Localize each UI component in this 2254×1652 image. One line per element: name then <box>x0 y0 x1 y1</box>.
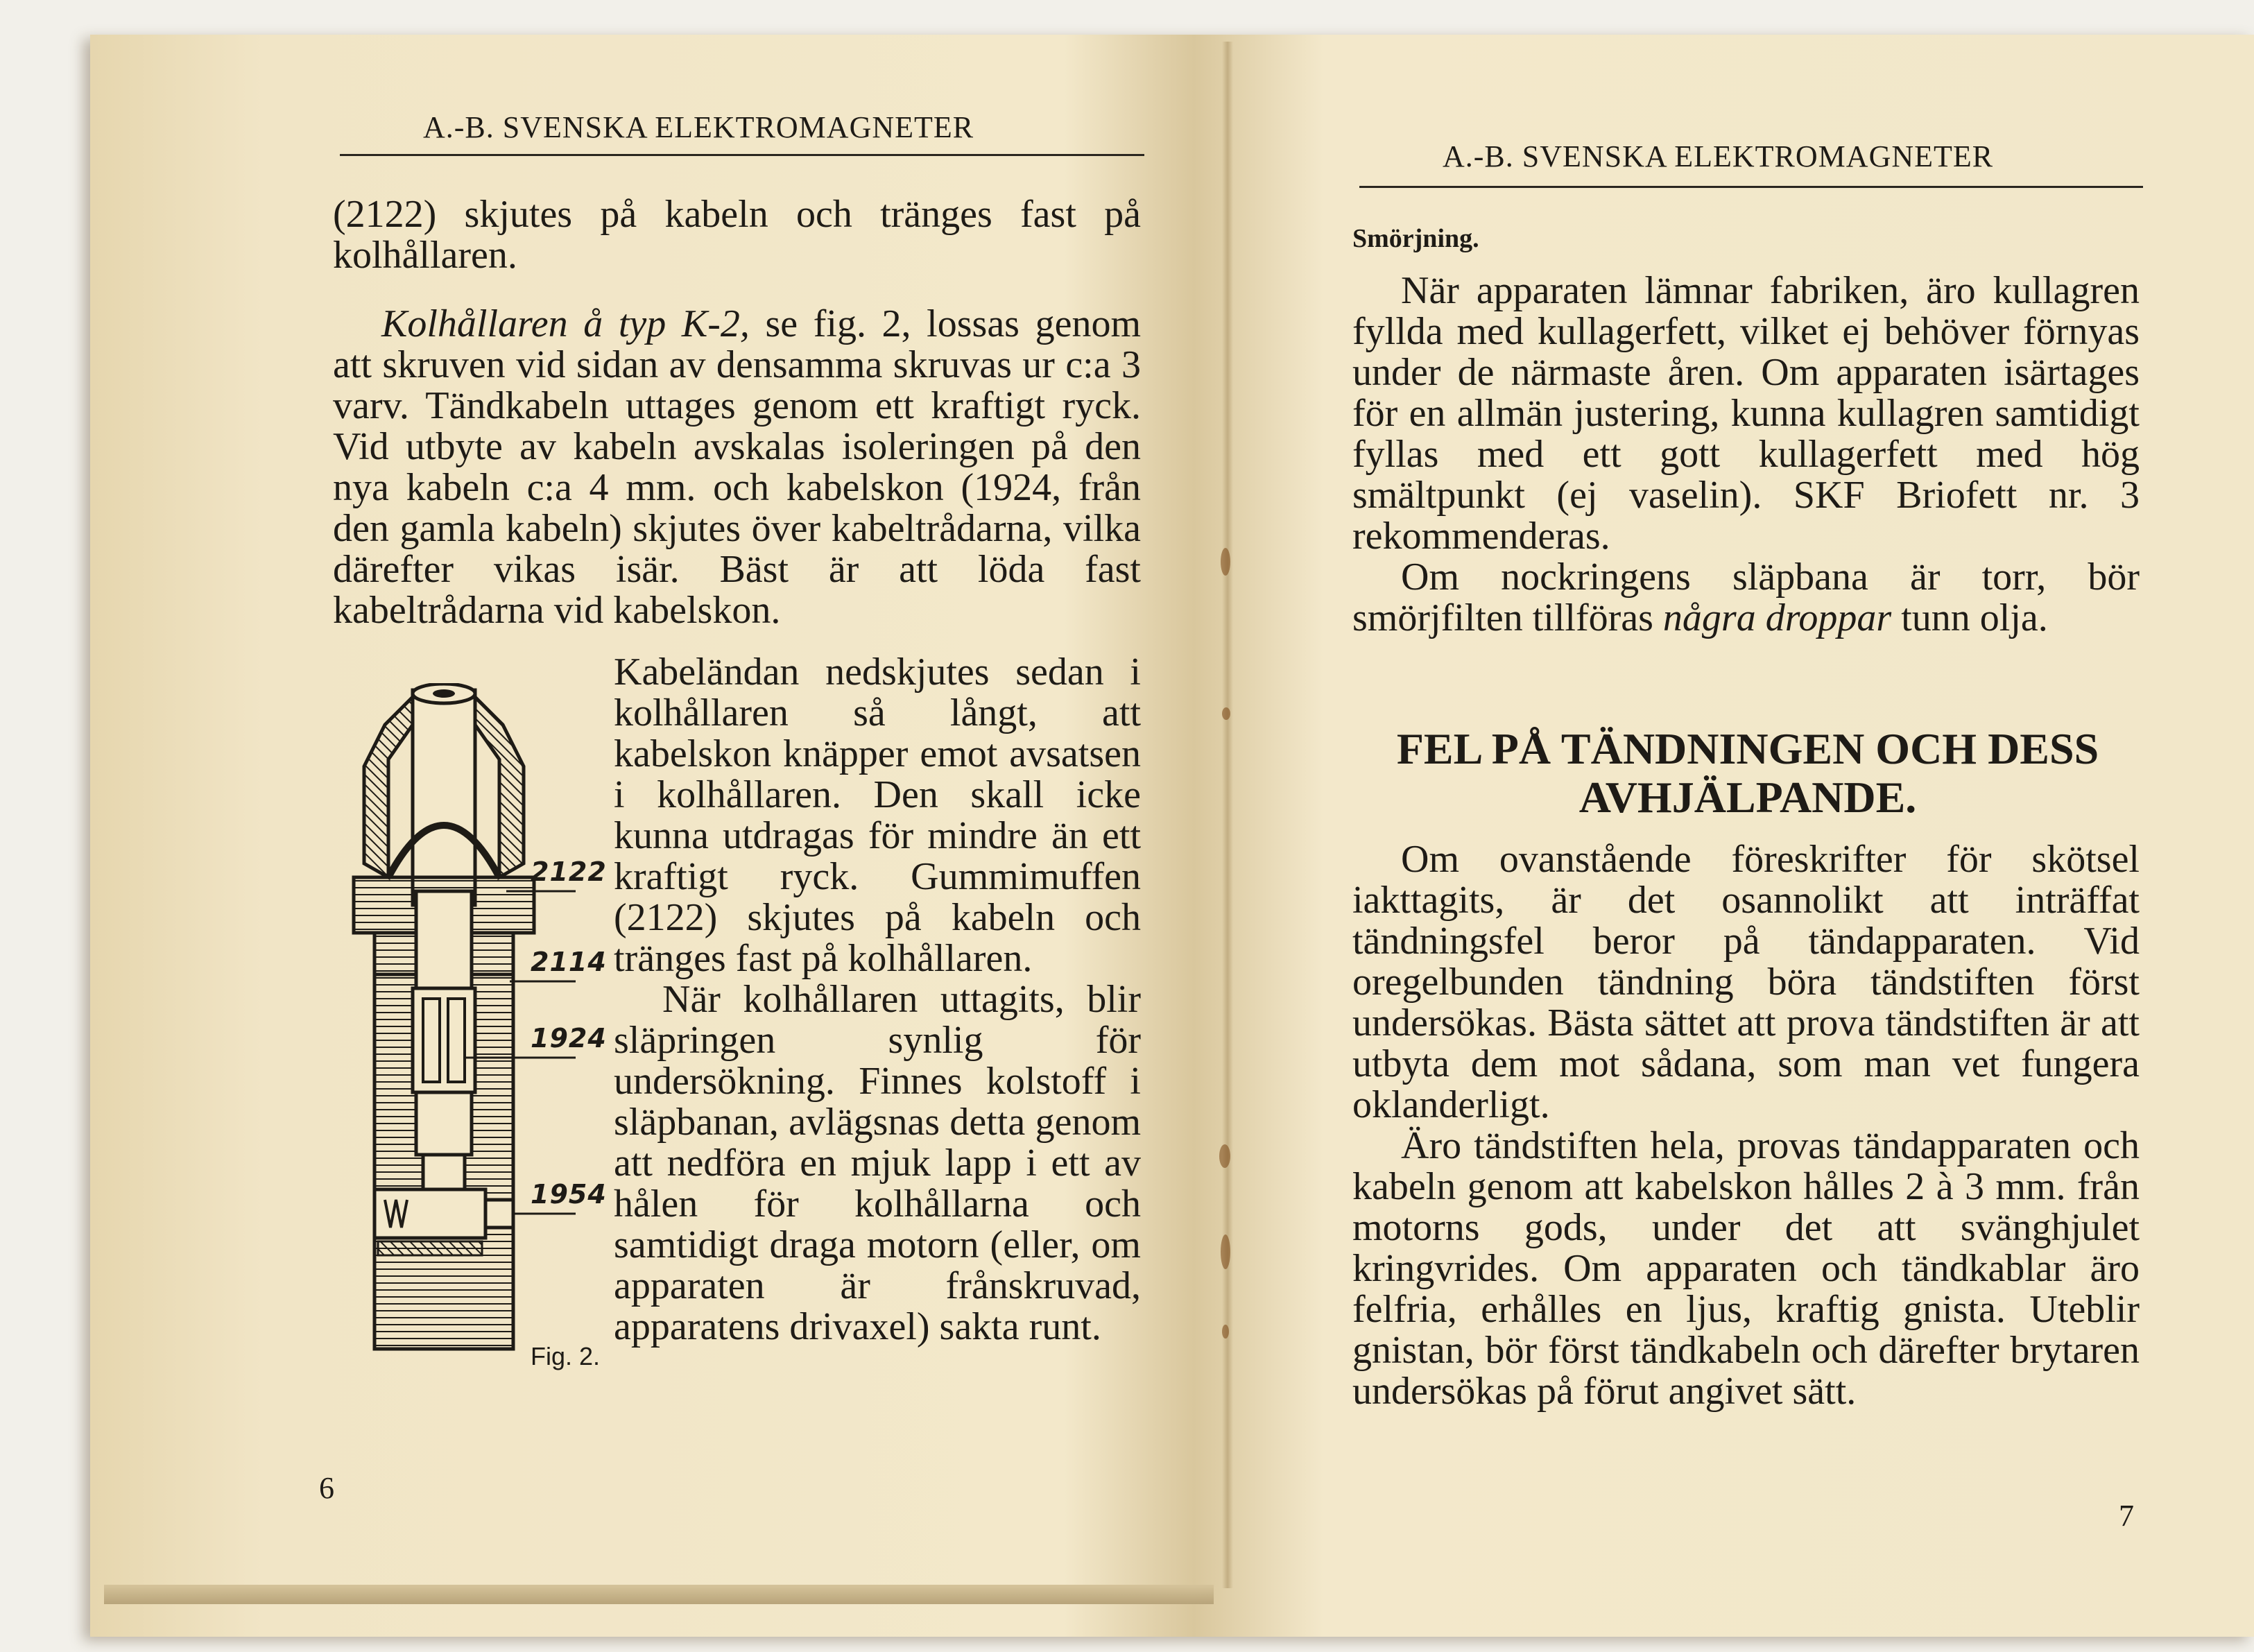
right-paragraph-1 <box>1352 270 2140 639</box>
left-paragraph-1 <box>333 194 1141 276</box>
figure-label-2122: 2122 <box>531 857 607 887</box>
binding-stain <box>1222 1325 1229 1339</box>
binding-stain <box>1219 1144 1230 1168</box>
italic-phrase: några droppar <box>1662 596 1892 639</box>
paragraph-end: tunn olja. <box>1891 596 2048 639</box>
section-title: FEL PÅ TÄNDNINGEN OCH DESS AVHJÄLPANDE. <box>1396 724 2099 822</box>
paragraph-text: När apparaten lämnar fabriken, äro kullagren fyllda med kullagerfett, vilket ej behöver förnyas under de närmaste åren. Om apparaten isärtages för en allmän justering, kunna kullagren samtidigt fyllas med ett gott kullagerfett med hög smältpunkt (ej vaselin). SKF Briofett nr. 3 rekommenderas. <box>1352 269 2140 558</box>
paragraph-text <box>333 304 1141 631</box>
figure-2 <box>347 683 610 1370</box>
binding-stain <box>1221 548 1230 576</box>
left-paragraph-2 <box>333 304 1141 631</box>
figure-caption: Fig. 2. <box>531 1342 601 1370</box>
paragraph-rest: se fig. 2, lossas genom att skruven vid sidan av densamma skruvas ur c:a 3 varv. Tändkabeln uttages genom ett kraftigt ryck. Vid utbyte av kabeln avskalas isoleringen på den nya kabeln c:a 4 mm. och kabelskon (1924, från den gamla kabeln) skjutes över kabeltrådarna, vilka därefter vikas isär. Bäst är att löda fast kabeltrådarna vid kabelskon. <box>333 302 1141 632</box>
figure-label-2114: 2114 <box>531 947 607 977</box>
paragraph-start: Om nockringens släpbana är torr, bör smörjfilten tillföras <box>1352 556 2140 639</box>
page-edge <box>104 1585 1214 1604</box>
paragraph-text: (2122) skjutes på kabeln och tränges fast på kolhållaren. <box>333 193 1141 277</box>
book-gutter <box>1222 42 1233 1588</box>
figure-label-1954: 1954 <box>531 1179 607 1210</box>
header-rule <box>340 154 1144 156</box>
page-number: 7 <box>2119 1499 2134 1533</box>
paragraph-text: Om ovanstående föreskrifter för skötsel iakttagits, är det osannolikt att inträffat tändningsfel beror på tändapparaten. Vid oregelbunden tändning böra tändstiften först undersökas. Bästa sättet att prova tändstiften är att utbyta dem mot sådana, som man vet fungera oklanderligt. <box>1352 838 2140 1126</box>
binding-stain <box>1222 707 1230 720</box>
page-number: 6 <box>319 1471 334 1505</box>
running-header: A.-B. SVENSKA ELEKTROMAGNETER <box>423 110 974 144</box>
paragraph-text: Kabeländan nedskjutes sedan i kolhållaren så långt, att kabelskon knäpper emot avsatsen i kolhållaren. Den skall icke kunna utdragas för mindre än ett kraftigt ryck. Gummimuffen (2122) skjutes på kabeln och tränges fast på kolhållaren. <box>614 651 1141 980</box>
italic-phrase: Kolhållaren å typ K-2, <box>381 302 750 345</box>
paragraph-text: När kolhållaren uttagits, blir släpringen synlig för undersökning. Finnes kolstoff i släpbanan, avlägsnas detta genom att nedföra en mjuk lapp i ett av hålen för kolhållarna och samtidigt draga motorn (eller, om apparaten är frånskruvad, apparatens drivaxel) sakta runt. <box>614 978 1141 1348</box>
figure-label-1924: 1924 <box>531 1023 607 1053</box>
header-rule <box>1359 186 2143 188</box>
binding-stain <box>1221 1234 1230 1269</box>
left-column-text <box>614 652 1141 1348</box>
running-header: A.-B. SVENSKA ELEKTROMAGNETER <box>1443 139 1994 173</box>
subheading-lubrication: Smörjning. <box>1352 224 1479 253</box>
paragraph-text: Äro tändstiften hela, provas tändapparaten och kabeln genom att kabelskon hålles 2 à 3 mm. från motorns gods, under det att svänghjulet kringvrides. Om apparaten och tändkablar äro felfria, erhålles en ljus, kraftig gnista. Uteblir gnistan, bör först tändkabeln och därefter brytaren undersökas på förut angivet sätt. <box>1352 1124 2140 1413</box>
right-paragraph-3 <box>1352 839 2140 1412</box>
paragraph-text <box>1352 557 2140 639</box>
